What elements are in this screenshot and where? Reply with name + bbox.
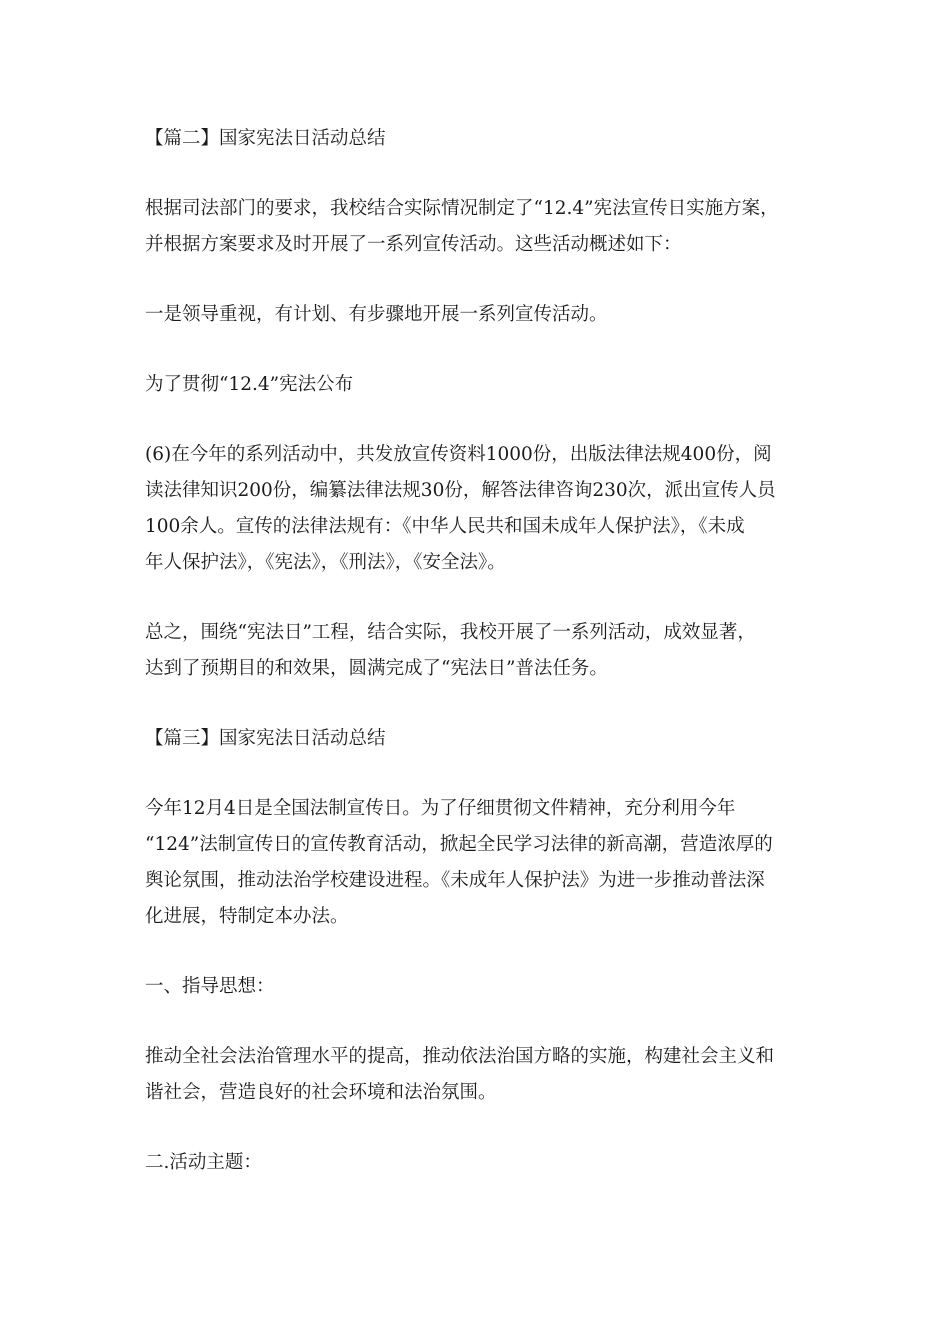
paragraph-legal-day [145, 791, 815, 935]
paragraph-guiding [145, 1039, 815, 1111]
text-line: 一是领导重视，有计划、有步骤地开展一系列宣传活动。 [145, 304, 608, 325]
guiding-ideology-heading: 一、指导思想： [145, 976, 275, 997]
paragraph-implement [145, 367, 815, 403]
paragraph-leadership [145, 297, 815, 333]
text-line: “124”法制宣传日的宣传教育活动，掀起全民学习法律的新高潮，营造浓厚的 [145, 834, 773, 855]
text-line: 推动全社会法治管理水平的提高，推动依法治国方略的实施，构建社会主义和 [145, 1046, 775, 1067]
text-line: 总之，围绕“宪法日”工程，结合实际，我校开展了一系列活动，成效显著， [145, 622, 756, 643]
text-line: 年人保护法》，《宪法》，《刑法》，《安全法》。 [145, 552, 506, 573]
text-line: 根据司法部门的要求，我校结合实际情况制定了“12.4”宪法宣传日实施方案， [145, 198, 779, 219]
text-line: 并根据方案要求及时开展了一系列宣传活动。这些活动概述如下： [145, 234, 682, 255]
text-line: 100余人。宣传的法律法规有：《中华人民共和国未成年人保护法》，《未成 [145, 516, 745, 537]
text-line: 谐社会，营造良好的社会环境和法治氛围。 [145, 1082, 497, 1103]
text-line: (6)在今年的系列活动中，共发放宣传资料1000份，出版法律法规400份，阅 [145, 444, 772, 465]
text-line: 今年12月4日是全国法制宣传日。为了仔细贯彻文件精神，充分利用今年 [145, 798, 736, 819]
section-two-heading: 【篇二】国家宪法日活动总结 [145, 128, 386, 149]
text-line: 达到了预期目的和效果，圆满完成了“宪法日”普法任务。 [145, 658, 608, 679]
activity-theme-heading: 二.活动主题： [145, 1152, 262, 1173]
text-line: 为了贯彻“12.4”宪法公布 [145, 374, 354, 395]
section-three-heading: 【篇三】国家宪法日活动总结 [145, 728, 386, 749]
paragraph-requirements [145, 191, 815, 263]
text-line: 读法律知识200份，编纂法律法规30份，解答法律咨询230次，派出宣传人员 [145, 480, 776, 501]
paragraph-statistics [145, 437, 815, 581]
document-body [145, 121, 815, 1215]
text-line: 舆论氛围，推动法治学校建设进程。《未成年人保护法》为进一步推动普法深 [145, 870, 765, 891]
paragraph-conclusion [145, 615, 815, 687]
text-line: 化进展，特制定本办法。 [145, 906, 349, 927]
